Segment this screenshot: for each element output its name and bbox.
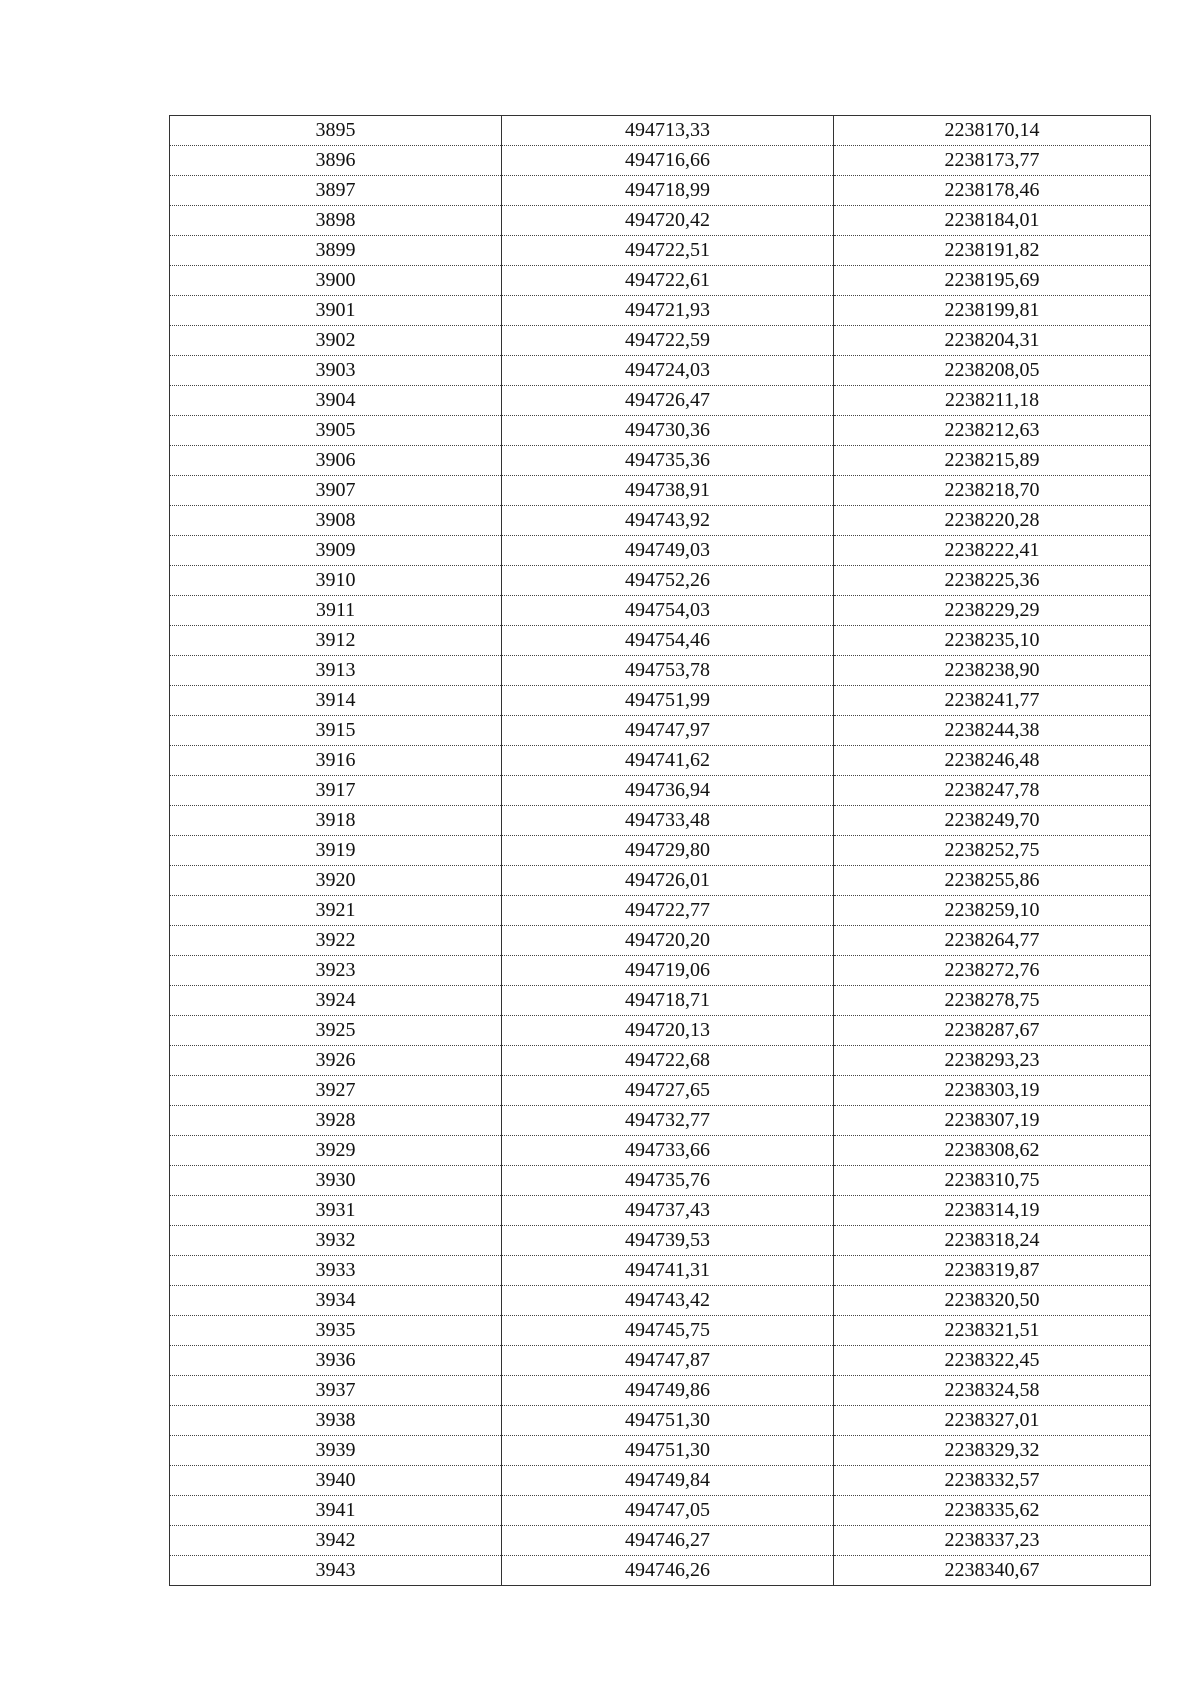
table-row — [170, 326, 1151, 356]
point-number-cell: 3895 — [170, 116, 502, 146]
table-row — [170, 236, 1151, 266]
table-row — [170, 476, 1151, 506]
y-coordinate-cell: 2238249,70 — [834, 806, 1151, 836]
y-coordinate-cell: 2238244,38 — [834, 716, 1151, 746]
table-row — [170, 986, 1151, 1016]
coordinates-table-body — [170, 116, 1151, 1586]
table-row — [170, 1406, 1151, 1436]
table-row — [170, 266, 1151, 296]
x-coordinate-cell: 494721,93 — [502, 296, 834, 326]
y-coordinate-cell: 2238204,31 — [834, 326, 1151, 356]
table-row — [170, 566, 1151, 596]
table-row — [170, 206, 1151, 236]
y-coordinate-cell: 2238170,14 — [834, 116, 1151, 146]
point-number-cell: 3908 — [170, 506, 502, 536]
y-coordinate-cell: 2238241,77 — [834, 686, 1151, 716]
point-number-cell: 3922 — [170, 926, 502, 956]
y-coordinate-cell: 2238184,01 — [834, 206, 1151, 236]
point-number-cell: 3897 — [170, 176, 502, 206]
y-coordinate-cell: 2238335,62 — [834, 1496, 1151, 1526]
table-row — [170, 296, 1151, 326]
y-coordinate-cell: 2238287,67 — [834, 1016, 1151, 1046]
point-number-cell: 3934 — [170, 1286, 502, 1316]
point-number-cell: 3924 — [170, 986, 502, 1016]
x-coordinate-cell: 494726,47 — [502, 386, 834, 416]
x-coordinate-cell: 494735,76 — [502, 1166, 834, 1196]
point-number-cell: 3939 — [170, 1436, 502, 1466]
table-row — [170, 1436, 1151, 1466]
y-coordinate-cell: 2238238,90 — [834, 656, 1151, 686]
point-number-cell: 3938 — [170, 1406, 502, 1436]
point-number-cell: 3929 — [170, 1136, 502, 1166]
x-coordinate-cell: 494724,03 — [502, 356, 834, 386]
x-coordinate-cell: 494747,05 — [502, 1496, 834, 1526]
x-coordinate-cell: 494747,87 — [502, 1346, 834, 1376]
point-number-cell: 3916 — [170, 746, 502, 776]
point-number-cell: 3932 — [170, 1226, 502, 1256]
x-coordinate-cell: 494754,03 — [502, 596, 834, 626]
x-coordinate-cell: 494727,65 — [502, 1076, 834, 1106]
point-number-cell: 3913 — [170, 656, 502, 686]
table-row — [170, 1166, 1151, 1196]
table-row — [170, 1196, 1151, 1226]
y-coordinate-cell: 2238255,86 — [834, 866, 1151, 896]
y-coordinate-cell: 2238211,18 — [834, 386, 1151, 416]
table-row — [170, 1316, 1151, 1346]
x-coordinate-cell: 494753,78 — [502, 656, 834, 686]
point-number-cell: 3904 — [170, 386, 502, 416]
y-coordinate-cell: 2238320,50 — [834, 1286, 1151, 1316]
x-coordinate-cell: 494746,26 — [502, 1556, 834, 1586]
x-coordinate-cell: 494719,06 — [502, 956, 834, 986]
x-coordinate-cell: 494733,48 — [502, 806, 834, 836]
x-coordinate-cell: 494722,59 — [502, 326, 834, 356]
y-coordinate-cell: 2238191,82 — [834, 236, 1151, 266]
x-coordinate-cell: 494733,66 — [502, 1136, 834, 1166]
point-number-cell: 3923 — [170, 956, 502, 986]
y-coordinate-cell: 2238308,62 — [834, 1136, 1151, 1166]
y-coordinate-cell: 2238337,23 — [834, 1526, 1151, 1556]
point-number-cell: 3917 — [170, 776, 502, 806]
x-coordinate-cell: 494720,20 — [502, 926, 834, 956]
point-number-cell: 3935 — [170, 1316, 502, 1346]
x-coordinate-cell: 494726,01 — [502, 866, 834, 896]
y-coordinate-cell: 2238218,70 — [834, 476, 1151, 506]
point-number-cell: 3911 — [170, 596, 502, 626]
table-row — [170, 806, 1151, 836]
point-number-cell: 3900 — [170, 266, 502, 296]
table-row — [170, 1256, 1151, 1286]
x-coordinate-cell: 494741,31 — [502, 1256, 834, 1286]
y-coordinate-cell: 2238229,29 — [834, 596, 1151, 626]
y-coordinate-cell: 2238324,58 — [834, 1376, 1151, 1406]
point-number-cell: 3898 — [170, 206, 502, 236]
point-number-cell: 3936 — [170, 1346, 502, 1376]
table-row — [170, 1526, 1151, 1556]
point-number-cell: 3940 — [170, 1466, 502, 1496]
y-coordinate-cell: 2238321,51 — [834, 1316, 1151, 1346]
table-row — [170, 1076, 1151, 1106]
y-coordinate-cell: 2238303,19 — [834, 1076, 1151, 1106]
x-coordinate-cell: 494739,53 — [502, 1226, 834, 1256]
x-coordinate-cell: 494720,13 — [502, 1016, 834, 1046]
coordinates-table — [169, 115, 1151, 1586]
x-coordinate-cell: 494735,36 — [502, 446, 834, 476]
x-coordinate-cell: 494747,97 — [502, 716, 834, 746]
point-number-cell: 3918 — [170, 806, 502, 836]
table-row — [170, 116, 1151, 146]
point-number-cell: 3907 — [170, 476, 502, 506]
table-row — [170, 1226, 1151, 1256]
point-number-cell: 3905 — [170, 416, 502, 446]
y-coordinate-cell: 2238264,77 — [834, 926, 1151, 956]
table-row — [170, 536, 1151, 566]
table-row — [170, 1556, 1151, 1586]
y-coordinate-cell: 2238195,69 — [834, 266, 1151, 296]
y-coordinate-cell: 2238247,78 — [834, 776, 1151, 806]
y-coordinate-cell: 2238329,32 — [834, 1436, 1151, 1466]
x-coordinate-cell: 494749,03 — [502, 536, 834, 566]
x-coordinate-cell: 494713,33 — [502, 116, 834, 146]
x-coordinate-cell: 494741,62 — [502, 746, 834, 776]
point-number-cell: 3914 — [170, 686, 502, 716]
x-coordinate-cell: 494751,30 — [502, 1436, 834, 1466]
point-number-cell: 3902 — [170, 326, 502, 356]
y-coordinate-cell: 2238332,57 — [834, 1466, 1151, 1496]
y-coordinate-cell: 2238212,63 — [834, 416, 1151, 446]
point-number-cell: 3921 — [170, 896, 502, 926]
point-number-cell: 3903 — [170, 356, 502, 386]
x-coordinate-cell: 494737,43 — [502, 1196, 834, 1226]
x-coordinate-cell: 494749,84 — [502, 1466, 834, 1496]
y-coordinate-cell: 2238208,05 — [834, 356, 1151, 386]
table-row — [170, 1466, 1151, 1496]
table-row — [170, 716, 1151, 746]
x-coordinate-cell: 494720,42 — [502, 206, 834, 236]
table-row — [170, 596, 1151, 626]
table-row — [170, 1376, 1151, 1406]
point-number-cell: 3926 — [170, 1046, 502, 1076]
x-coordinate-cell: 494722,51 — [502, 236, 834, 266]
point-number-cell: 3896 — [170, 146, 502, 176]
table-row — [170, 836, 1151, 866]
y-coordinate-cell: 2238272,76 — [834, 956, 1151, 986]
y-coordinate-cell: 2238252,75 — [834, 836, 1151, 866]
table-row — [170, 506, 1151, 536]
y-coordinate-cell: 2238199,81 — [834, 296, 1151, 326]
point-number-cell: 3927 — [170, 1076, 502, 1106]
table-row — [170, 1346, 1151, 1376]
x-coordinate-cell: 494736,94 — [502, 776, 834, 806]
table-row — [170, 656, 1151, 686]
x-coordinate-cell: 494751,99 — [502, 686, 834, 716]
point-number-cell: 3930 — [170, 1166, 502, 1196]
y-coordinate-cell: 2238314,19 — [834, 1196, 1151, 1226]
x-coordinate-cell: 494743,42 — [502, 1286, 834, 1316]
point-number-cell: 3899 — [170, 236, 502, 266]
point-number-cell: 3901 — [170, 296, 502, 326]
point-number-cell: 3943 — [170, 1556, 502, 1586]
table-row — [170, 746, 1151, 776]
point-number-cell: 3920 — [170, 866, 502, 896]
x-coordinate-cell: 494718,99 — [502, 176, 834, 206]
table-row — [170, 1496, 1151, 1526]
y-coordinate-cell: 2238173,77 — [834, 146, 1151, 176]
point-number-cell: 3941 — [170, 1496, 502, 1526]
y-coordinate-cell: 2238310,75 — [834, 1166, 1151, 1196]
x-coordinate-cell: 494751,30 — [502, 1406, 834, 1436]
table-row — [170, 926, 1151, 956]
x-coordinate-cell: 494716,66 — [502, 146, 834, 176]
x-coordinate-cell: 494746,27 — [502, 1526, 834, 1556]
y-coordinate-cell: 2238246,48 — [834, 746, 1151, 776]
table-row — [170, 1046, 1151, 1076]
x-coordinate-cell: 494718,71 — [502, 986, 834, 1016]
y-coordinate-cell: 2238319,87 — [834, 1256, 1151, 1286]
point-number-cell: 3915 — [170, 716, 502, 746]
y-coordinate-cell: 2238293,23 — [834, 1046, 1151, 1076]
x-coordinate-cell: 494752,26 — [502, 566, 834, 596]
y-coordinate-cell: 2238222,41 — [834, 536, 1151, 566]
table-row — [170, 1136, 1151, 1166]
table-row — [170, 776, 1151, 806]
x-coordinate-cell: 494754,46 — [502, 626, 834, 656]
table-row — [170, 446, 1151, 476]
y-coordinate-cell: 2238220,28 — [834, 506, 1151, 536]
x-coordinate-cell: 494749,86 — [502, 1376, 834, 1406]
table-row — [170, 416, 1151, 446]
table-row — [170, 956, 1151, 986]
table-row — [170, 1106, 1151, 1136]
point-number-cell: 3909 — [170, 536, 502, 566]
table-row — [170, 1286, 1151, 1316]
x-coordinate-cell: 494738,91 — [502, 476, 834, 506]
x-coordinate-cell: 494729,80 — [502, 836, 834, 866]
point-number-cell: 3925 — [170, 1016, 502, 1046]
table-row — [170, 386, 1151, 416]
y-coordinate-cell: 2238215,89 — [834, 446, 1151, 476]
y-coordinate-cell: 2238318,24 — [834, 1226, 1151, 1256]
point-number-cell: 3919 — [170, 836, 502, 866]
y-coordinate-cell: 2238327,01 — [834, 1406, 1151, 1436]
y-coordinate-cell: 2238235,10 — [834, 626, 1151, 656]
point-number-cell: 3906 — [170, 446, 502, 476]
y-coordinate-cell: 2238322,45 — [834, 1346, 1151, 1376]
x-coordinate-cell: 494722,68 — [502, 1046, 834, 1076]
x-coordinate-cell: 494732,77 — [502, 1106, 834, 1136]
y-coordinate-cell: 2238278,75 — [834, 986, 1151, 1016]
y-coordinate-cell: 2238307,19 — [834, 1106, 1151, 1136]
x-coordinate-cell: 494722,77 — [502, 896, 834, 926]
point-number-cell: 3912 — [170, 626, 502, 656]
x-coordinate-cell: 494743,92 — [502, 506, 834, 536]
y-coordinate-cell: 2238340,67 — [834, 1556, 1151, 1586]
x-coordinate-cell: 494745,75 — [502, 1316, 834, 1346]
table-row — [170, 686, 1151, 716]
table-row — [170, 1016, 1151, 1046]
y-coordinate-cell: 2238259,10 — [834, 896, 1151, 926]
table-row — [170, 176, 1151, 206]
table-row — [170, 356, 1151, 386]
y-coordinate-cell: 2238225,36 — [834, 566, 1151, 596]
x-coordinate-cell: 494730,36 — [502, 416, 834, 446]
table-row — [170, 626, 1151, 656]
table-row — [170, 866, 1151, 896]
point-number-cell: 3928 — [170, 1106, 502, 1136]
point-number-cell: 3942 — [170, 1526, 502, 1556]
point-number-cell: 3933 — [170, 1256, 502, 1286]
x-coordinate-cell: 494722,61 — [502, 266, 834, 296]
table-row — [170, 146, 1151, 176]
point-number-cell: 3937 — [170, 1376, 502, 1406]
point-number-cell: 3910 — [170, 566, 502, 596]
table-row — [170, 896, 1151, 926]
y-coordinate-cell: 2238178,46 — [834, 176, 1151, 206]
point-number-cell: 3931 — [170, 1196, 502, 1226]
